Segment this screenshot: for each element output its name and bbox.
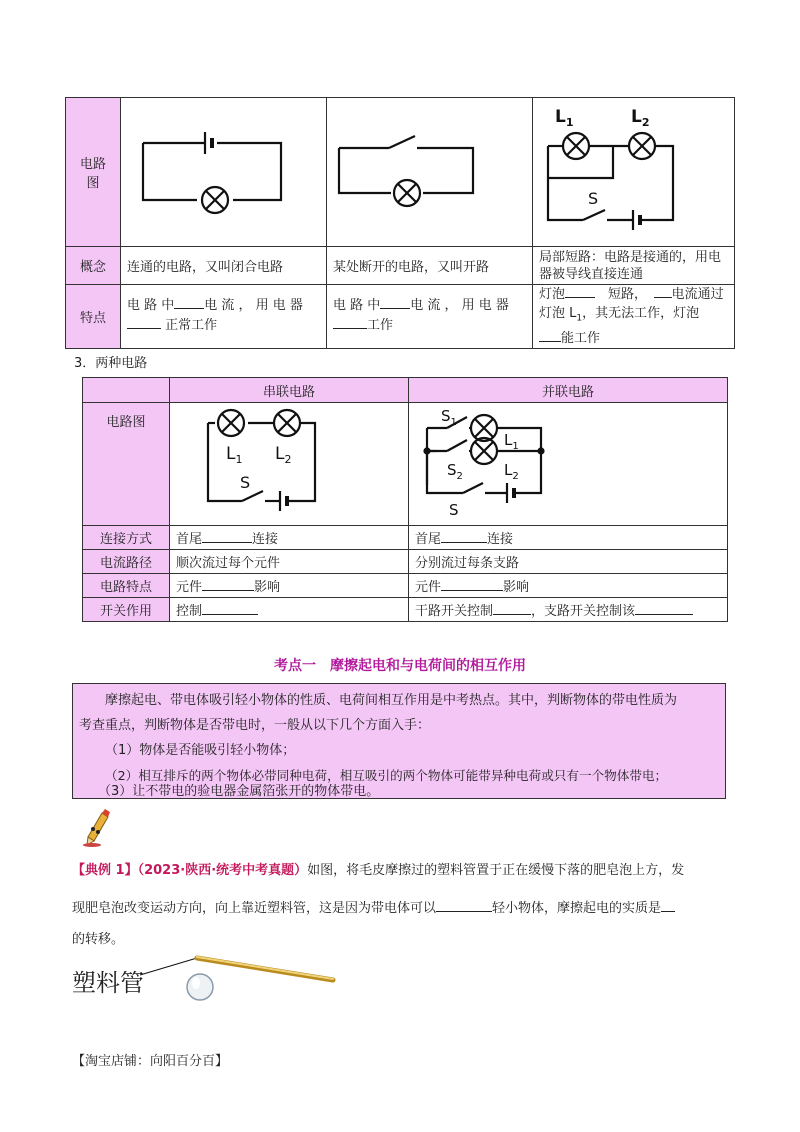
kaodian-line-2: 考查重点，判断物体是否带电时，一般从以下几个方面入手： [79, 718, 431, 733]
parallel-circuit-diagram [409, 403, 727, 525]
series-connection: 首尾 连接 [170, 526, 409, 550]
open-circuit-diagram [327, 98, 532, 246]
row-label-diagram2: 电路图 [83, 403, 170, 526]
svg-text:L1: $L_1$ [555, 107, 574, 129]
header-parallel: 并联电路 [409, 378, 728, 403]
svg-text:L2: $L_2$ [275, 444, 292, 466]
plastic-tube-figure [135, 950, 345, 1006]
closed-circuit-cell [121, 98, 327, 247]
kaodian-line-1: 摩擦起电、带电体吸引轻小物体的性质、电荷间相互作用是中考热点。其中，判断物体的带电性质为 [105, 693, 678, 708]
series-diagram-cell [170, 403, 409, 526]
series-circuit-diagram [170, 403, 406, 525]
parallel-circuit-feature: 元件 影响 [409, 574, 728, 598]
section-3-title: 3．两种电路 [74, 356, 148, 371]
parallel-l2-label: L [504, 461, 513, 479]
parallel-s1-label: S [441, 407, 451, 425]
series-switch-role: 控制 [170, 598, 409, 622]
open-circuit-cell [327, 98, 533, 247]
row-label-switch-role: 开关作用 [83, 598, 170, 622]
l1-label: L [555, 107, 566, 127]
header-series: 串联电路 [170, 378, 409, 403]
example-line-3: 的转移。 [72, 932, 125, 947]
series-l2-label: L [275, 444, 285, 464]
series-switch-label: S [240, 473, 251, 492]
svg-text:L1: $L_1$ [504, 431, 519, 452]
plastic-tube-label: 塑料管 [72, 969, 144, 997]
feature-short: 灯泡 短路， 电流通过灯泡 $L_1$，其无法工作，灯泡 能工作 [533, 285, 735, 349]
feature-open: 电 路 中 电 流 ， 用 电 器 工作 [327, 285, 533, 349]
parallel-connection: 首尾 连接 [409, 526, 728, 550]
feature-closed: 电 路 中 电 流 ， 用 电 器 正常工作 [121, 285, 327, 349]
closed-circuit-diagram [121, 98, 326, 246]
parallel-switch-role: 干路开关控制 ，支路开关控制该 [409, 598, 728, 622]
row-label-diagram [66, 98, 121, 247]
kaodian-line-3: （1）物体是否能吸引轻小物体； [105, 743, 296, 758]
concept-open: 某处断开的电路，又叫开路 [327, 247, 533, 285]
svg-text:L2: $L_2$ [631, 107, 650, 129]
svg-text:S1: $S_1$ [441, 407, 457, 428]
example-line-1: 【典例 1】（2023·陕西·统考中考真题）如图，将毛皮摩擦过的塑料管置于正在缓慢下落的肥皂泡上方，发 [72, 863, 685, 878]
svg-text:L1: $L_1$ [226, 444, 243, 466]
series-circuit-feature: 元件 影响 [170, 574, 409, 598]
kaodian-title: 考点一 摩擦起电和与电荷间的相互作用 [274, 658, 526, 674]
row-label-current-path: 电流路径 [83, 550, 170, 574]
row-label-concept: 概念 [66, 247, 121, 285]
short-circuit-cell [533, 98, 735, 247]
example-line-2: 现肥皂泡改变运动方向，向上靠近塑料管，这是因为带电体可以 轻小物体，摩擦起电的实质是 [72, 890, 732, 928]
pencil-mascot-icon [78, 807, 114, 847]
series-parallel-table [82, 377, 728, 622]
l2-label: L [631, 107, 642, 127]
example-tag: 【典例 1】 [72, 863, 138, 878]
corner-cell [83, 378, 170, 403]
footer-shop: 【淘宝店铺：向阳百分百】 [72, 1054, 229, 1069]
row-label-connection: 连接方式 [83, 526, 170, 550]
kaodian-line-4: （2）相互排斥的两个物体必带同种电荷，相互吸引的两个物体可能带异种电荷或只有一个物体带电； [105, 768, 668, 783]
circuit-states-table [65, 97, 735, 349]
concept-closed: 连通的电路，又叫闭合电路 [121, 247, 327, 285]
short-circuit-diagram [533, 98, 733, 246]
svg-text:S2: $S_2$ [447, 461, 463, 482]
parallel-s2-label: S [447, 461, 457, 479]
concept-short: 局部短路：电路是接通的，用电器被导线直接连通 [533, 247, 735, 285]
svg-text:L2: $L_2$ [504, 461, 519, 482]
kaodian-line-5: （3）让不带电的验电器金属箔张开的物体带电。 [98, 784, 380, 799]
series-current-path: 顺次流过每个元件 [170, 550, 409, 574]
row-label-circuit-feature: 电路特点 [83, 574, 170, 598]
row-label-text: 电路 图 [79, 157, 106, 191]
row-label-feature: 特点 [66, 285, 121, 349]
series-l1-label: L [226, 444, 236, 464]
parallel-l1-label: L [504, 431, 513, 449]
parallel-diagram-cell [409, 403, 728, 526]
parallel-current-path: 分别流过每条支路 [409, 550, 728, 574]
switch-label: S [588, 189, 599, 208]
parallel-switch-label: S [449, 501, 459, 519]
example-source: （2023·陕西·统考中考真题） [137, 863, 308, 878]
